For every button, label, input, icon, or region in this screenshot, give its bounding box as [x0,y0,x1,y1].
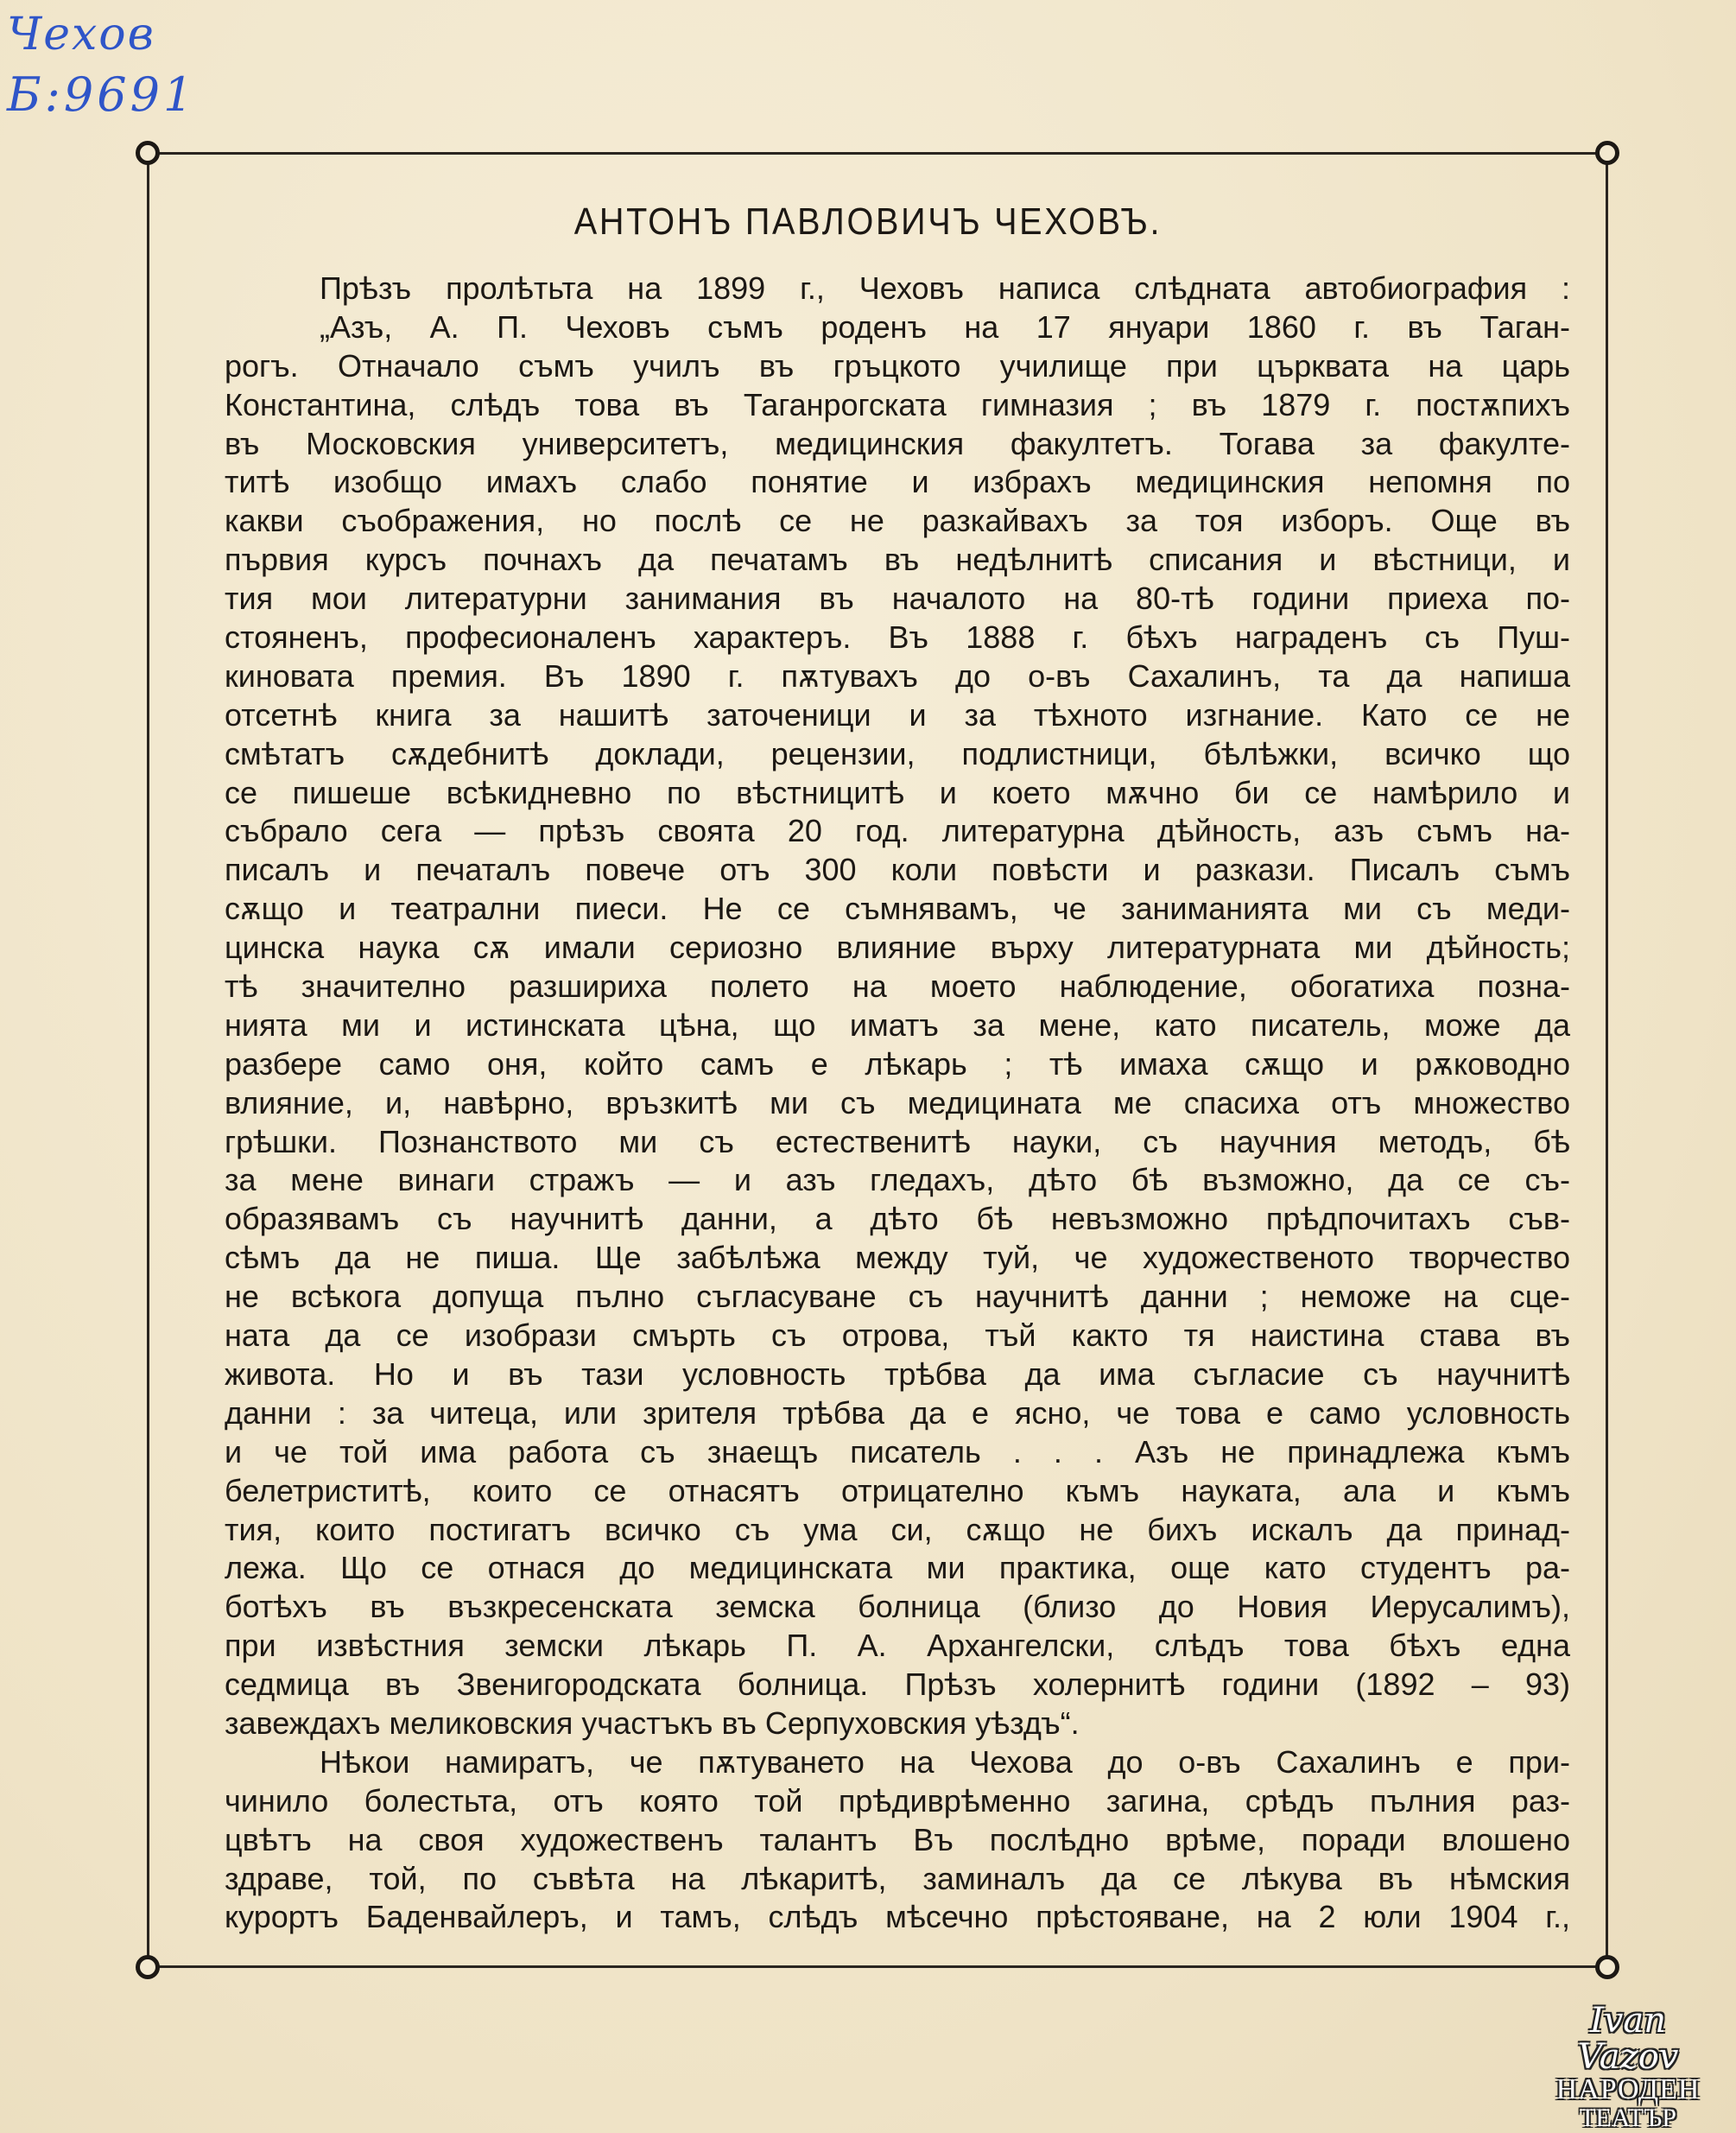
text-line: разбере само оня, който самъ е лѣкарь ; тѣ имаха сѫщо и рѫководно [225,1045,1570,1082]
text-line: ната да се изобрази смърть съ отрова, тъй както тя наистина става въ [225,1317,1570,1354]
text-line: данни : за читеца, или зрителя трѣбва да е ясно, че това е само условность [225,1394,1570,1431]
text-line: стояненъ, професионаленъ характеръ. Въ 1888 г. бѣхъ награденъ съ Пуш- [225,619,1570,656]
text-line: сѣмъ да не пиша. Ще забѣлѣжа между туй, че художественото творчество [225,1240,1570,1276]
text-line: чинило болестьта, отъ която той прѣдиврѣменно загина, срѣдъ пълния раз- [225,1782,1570,1819]
text-line: седмица въ Звенигородската болница. Прѣзъ холернитѣ години (1892 – 93) [225,1666,1570,1703]
text-line: се пишеше всѣкидневно по вѣстницитѣ и което мѫчно би се намѣрило и [225,774,1570,810]
text-line: образявамъ съ научнитѣ данни, а дѣто бѣ невъзможно прѣдпочитахъ съв- [225,1201,1570,1237]
text-line: смѣтатъ сѫдебнитѣ доклади, рецензии, подлистници, бѣлѣжки, всичко що [225,735,1570,771]
text-line: цинска наука сѫ имали сериозно влияние върху литературната ми дѣйность; [225,930,1570,966]
text-line: писалъ и печаталъ повече отъ 300 коли повѣсти и разкази. Писалъ съмъ [225,852,1570,888]
text-line: „Азъ, А. П. Чеховъ съмъ роденъ на 17 януари 1860 г. въ Таган- [320,308,1570,345]
corner-ornament [136,1955,160,1979]
text-line: живота. Но и въ тази условность трѣбва да има съгласие съ научнитѣ [225,1355,1570,1392]
text-line: не всѣкога допуща пълно съгласуване съ научнитѣ данни ; неможе на сце- [225,1279,1570,1315]
corner-ornament [1595,141,1619,165]
text-line: киновата премия. Въ 1890 г. пѫтувахъ до о-въ Сахалинъ, та да напиша [225,657,1570,694]
text-line: първия курсъ почнахъ да печатамъ въ недѣлнитѣ списания и вѣстници, и [225,542,1570,578]
text-line: Константина, слѣдъ това въ Таганрогската гимназия ; въ 1879 г. постѫпихъ [225,386,1570,422]
text-line: рогъ. Отначало съмъ училъ въ гръцкото училище при църквата на царь [225,347,1570,384]
handwritten-note: Чехов [7,9,155,60]
text-line: лежа. Що се отнася до медицинската ми практика, още като студентъ ра- [225,1550,1570,1586]
text-line: при извѣстния земски лѣкарь П. А. Архангелски, слѣдъ това бѣхъ една [225,1628,1570,1664]
text-line: нията ми и истинската цѣна, що иматъ за мене, като писатель, може да [225,1006,1570,1043]
text-line: завеждахъ меликовския участъкъ въ Серпуховския уѣздъ“. [225,1704,1080,1741]
text-line: въ Московския университетъ, медицинския факултетъ. Тогава за факулте- [225,425,1570,461]
logo-line-1: НАРОДЕН [1555,2073,1701,2105]
text-line: титѣ изобщо имахъ слабо понятие и избрахъ медицинския непомня по [225,464,1570,500]
national-theatre-logo [1546,2003,1710,2132]
text-line: за мене винаги стражъ — и азъ гледахъ, дѣто бѣ възможно, да се съ- [225,1162,1570,1198]
text-line: грѣшки. Познанството ми съ естественитѣ науки, съ научния методъ, бѣ [225,1123,1570,1159]
logo-signature: Ivan Vazov [1577,2001,1679,2077]
text-line: и че той има работа съ знаещъ писатель . . . Азъ не принадлежа къмъ [225,1433,1570,1470]
text-line: Прѣзъ пролѣтьта на 1899 г., Чеховъ написа слѣдната автобиография : [320,270,1570,306]
body-text [225,270,1570,1937]
text-line: тия мои литературни занимания въ началото на 80-тѣ години приеха по- [225,581,1570,617]
logo-line-2: ТЕАТЪР [1580,2104,1676,2132]
text-line: влияние, и, навѣрно, връзкитѣ ми съ медицината ме спасиха отъ множество [225,1084,1570,1120]
inventory-number: Б:9691 [7,67,197,122]
text-line: цвѣтъ на своя художественъ талантъ Въ послѣдно врѣме, поради влошено [225,1821,1570,1857]
text-line: курортъ Баденвайлеръ, и тамъ, слѣдъ мѣсечно прѣстояване, на 2 юли 1904 г., [225,1899,1570,1935]
text-line: ботѣхъ въ възкресенската земска болница (близо до Новия Иерусалимъ), [225,1589,1570,1625]
page-title: АНТОНЪ ПАВЛОВИЧЪ ЧЕХОВЪ. [573,200,1163,243]
text-line: събрало сега — прѣзъ своята 20 год. литературна дѣйность, азъ съмъ на- [225,813,1570,849]
text-line: Нѣкои намиратъ, че пѫтуването на Чехова до о-въ Сахалинъ е при- [320,1743,1570,1780]
corner-ornament [136,141,160,165]
text-line: белетриститѣ, които се отнасятъ отрицателно къмъ науката, ала и къмъ [225,1472,1570,1508]
text-line: тия, които постигатъ всичко съ ума си, сѫщо не бихъ искалъ да принад- [225,1511,1570,1547]
text-line: сѫщо и театрални пиеси. Не се съмнявамъ, че заниманията ми съ меди- [225,891,1570,927]
text-line: тѣ значително разшириха полето на моето наблюдение, обогатиха позна- [225,968,1570,1005]
text-line: здраве, той, по съвѣта на лѣкаритѣ, заминалъ да се лѣкува въ нѣмския [225,1860,1570,1896]
text-line: какви съображения, но послѣ се не разкайвахъ за тоя изборъ. Още въ [225,503,1570,539]
corner-ornament [1595,1955,1619,1979]
text-line: отсетнѣ книга за нашитѣ заточеници и за тѣхното изгнание. Като се не [225,696,1570,733]
